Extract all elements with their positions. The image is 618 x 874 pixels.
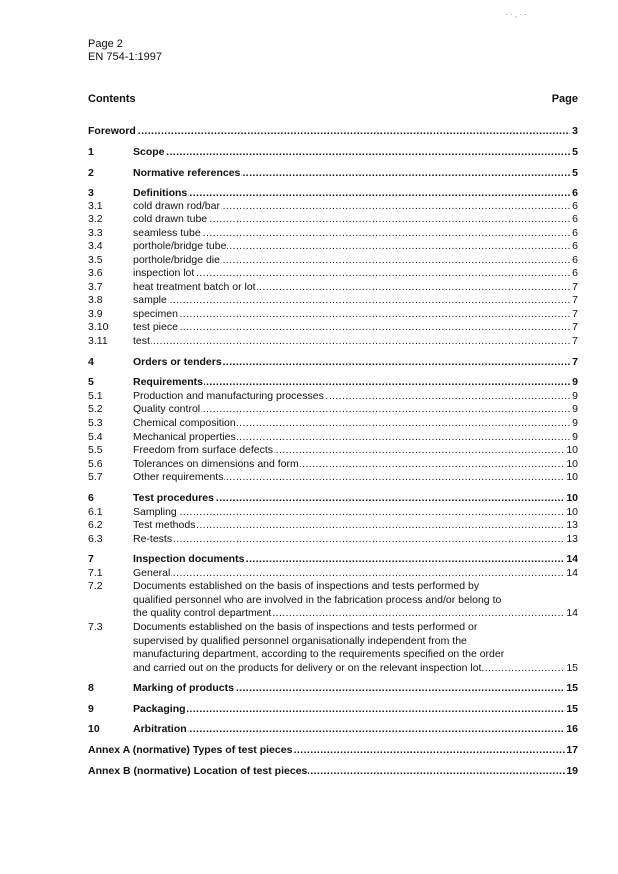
entry-title-leader xyxy=(133,403,570,416)
entry-number: 5.6 xyxy=(88,458,103,470)
entry-page: 10 xyxy=(566,471,578,483)
entry-title: Quality control xyxy=(133,403,201,415)
toc-entry xyxy=(88,417,578,430)
toc-entry xyxy=(88,444,578,457)
entry-number: 3.4 xyxy=(88,240,103,252)
entry-title: Inspection documents xyxy=(133,553,245,565)
entry-number: 3.1 xyxy=(88,200,103,212)
entry-number: 4 xyxy=(88,356,94,368)
entry-title-leader xyxy=(133,294,570,307)
entry-number: 3.5 xyxy=(88,254,103,266)
entry-title: Test methods xyxy=(133,519,196,531)
entry-page: 7 xyxy=(572,356,578,368)
entry-page: 6 xyxy=(572,267,578,279)
entry-page: 9 xyxy=(572,390,578,402)
entry-title-text: and carried out on the products for delivery or on the relevant inspection lot xyxy=(133,661,482,674)
entry-number: 6.3 xyxy=(88,533,103,545)
entry-title: Normative references xyxy=(133,167,241,179)
entry-page: 15 xyxy=(566,703,578,715)
entry-title: Scope xyxy=(133,146,165,158)
entry-title-leader xyxy=(133,281,570,294)
toc-entry xyxy=(88,321,578,334)
entry-title: porthole/bridge die xyxy=(133,254,220,266)
toc-entry xyxy=(88,703,578,716)
entry-page: 16 xyxy=(566,723,578,735)
toc-entry xyxy=(88,458,578,471)
toc-entry xyxy=(88,506,578,519)
entry-page: 14 xyxy=(566,553,578,565)
entry-page: 17 xyxy=(566,744,578,756)
toc-entry xyxy=(88,146,578,159)
entry-page: 6 xyxy=(572,227,578,239)
entry-title: inspection lot xyxy=(133,267,195,279)
entry-page: 9 xyxy=(572,403,578,415)
page-number: Page 2 xyxy=(88,38,123,50)
standard-id: EN 754-1:1997 xyxy=(88,51,162,63)
entry-page: 9 xyxy=(572,417,578,429)
entry-page: 3 xyxy=(572,125,578,137)
entry-title-leader xyxy=(133,254,570,267)
toc-entry xyxy=(88,376,578,389)
entry-title-text: qualified personnel who are involved in the fabrication process and/or belong to xyxy=(133,593,502,606)
entry-title: seamless tube xyxy=(133,227,201,239)
toc-entry-number-only: 7.3 xyxy=(88,621,103,633)
toc-entry xyxy=(88,125,578,138)
entry-title-line xyxy=(133,594,563,607)
entry-title-leader xyxy=(133,471,570,484)
entry-title-leader xyxy=(133,167,570,180)
entry-title-leader xyxy=(133,492,570,505)
entry-page: 5 xyxy=(572,167,578,179)
entry-title: Marking of products xyxy=(133,682,234,694)
entry-title: Packaging xyxy=(133,703,186,715)
entry-title: General xyxy=(133,567,171,579)
entry-title-leader xyxy=(133,444,570,457)
entry-title: Tolerances on dimensions and form xyxy=(133,458,299,470)
entry-title: Production and manufacturing processes xyxy=(133,390,324,402)
entry-number: 8 xyxy=(88,682,94,694)
entry-number: 3.3 xyxy=(88,227,103,239)
entry-title: specimen xyxy=(133,308,178,320)
entry-title: heat treatment batch or lot xyxy=(133,281,256,293)
toc-entry xyxy=(88,390,578,403)
entry-title-leader xyxy=(133,567,570,580)
entry-number: 3.7 xyxy=(88,281,103,293)
entry-title-leader xyxy=(133,703,570,716)
entry-number: 5.5 xyxy=(88,444,103,456)
entry-title: Annex B (normative) Location of test pieces xyxy=(88,765,308,777)
entry-title-line xyxy=(133,662,563,675)
entry-page: 9 xyxy=(572,431,578,443)
entry-title-line xyxy=(133,621,563,634)
entry-title-leader xyxy=(133,506,570,519)
entry-title: Annex A (normative) Types of test pieces xyxy=(88,744,293,756)
entry-title: Mechanical properties xyxy=(133,431,236,443)
toc-entry xyxy=(88,519,578,532)
entry-title-line xyxy=(133,648,563,661)
toc-entry-number-only: 7.2 xyxy=(88,580,103,592)
entry-page: 7 xyxy=(572,308,578,320)
entry-number: 1 xyxy=(88,146,94,158)
entry-title-leader xyxy=(133,335,570,348)
toc-entry xyxy=(88,167,578,180)
entry-page: 7 xyxy=(572,335,578,347)
toc-entry xyxy=(88,744,578,757)
entry-title-leader xyxy=(133,356,570,369)
toc-entry xyxy=(88,267,578,280)
entry-page: 10 xyxy=(566,458,578,470)
entry-page: 19 xyxy=(566,765,578,777)
toc-entry xyxy=(88,308,578,321)
entry-title-leader xyxy=(133,553,570,566)
entry-number: 3.9 xyxy=(88,308,103,320)
entry-page: 13 xyxy=(566,519,578,531)
entry-title: Re-tests xyxy=(133,533,173,545)
entry-page: 6 xyxy=(572,213,578,225)
toc-entry xyxy=(88,567,578,580)
entry-title-leader xyxy=(133,376,570,389)
toc-entry xyxy=(88,294,578,307)
entry-page: 6 xyxy=(572,187,578,199)
entry-title-text: Documents established on the basis of inspections and tests performed by xyxy=(133,580,480,592)
entry-title: cold drawn tube xyxy=(133,213,208,225)
entry-number: 6.1 xyxy=(88,506,103,518)
page-column-label: Page xyxy=(551,93,578,105)
page-header xyxy=(88,38,162,64)
entry-number: 7.1 xyxy=(88,567,103,579)
entry-title: Definitions xyxy=(133,187,188,199)
entry-number: 3.10 xyxy=(88,321,109,333)
entry-title-text: supervised by qualified personnel organisationally independent from the xyxy=(133,634,467,647)
entry-page: 6 xyxy=(572,254,578,266)
entry-title: Chemical composition xyxy=(133,417,236,429)
toc-entry xyxy=(88,723,578,736)
entry-number: 3.11 xyxy=(88,335,108,347)
scan-specks: · · , · · xyxy=(505,10,527,19)
entry-page: 10 xyxy=(566,506,578,518)
toc-entry xyxy=(88,240,578,253)
entry-number: 3.2 xyxy=(88,213,103,225)
entry-title: Sampling xyxy=(133,506,177,518)
entry-title-leader xyxy=(133,682,570,695)
entry-number: 7 xyxy=(88,553,94,565)
entry-title-leader xyxy=(133,431,570,444)
entry-page: 10 xyxy=(566,444,578,456)
entry-title-leader xyxy=(133,723,570,736)
entry-number: 10 xyxy=(88,723,100,735)
entry-number: 9 xyxy=(88,703,94,715)
toc-entry xyxy=(88,403,578,416)
entry-title-text: Documents established on the basis of inspections and tests performed or xyxy=(133,621,478,633)
entry-title: test piece xyxy=(133,321,178,333)
toc-entry xyxy=(88,471,578,484)
entry-page: 9 xyxy=(572,376,578,388)
entry-page: 13 xyxy=(566,533,578,545)
entry-title-text: the quality control department xyxy=(133,607,272,619)
toc-entry xyxy=(88,765,578,778)
entry-title: Test procedures xyxy=(133,492,214,504)
entry-page: 6 xyxy=(572,200,578,212)
entry-number: 5.7 xyxy=(88,471,103,483)
entry-page: 10 xyxy=(566,492,578,504)
toc-entry xyxy=(88,254,578,267)
entry-page: 6 xyxy=(572,240,578,252)
entry-number: 5.2 xyxy=(88,403,103,415)
entry-title: Other requirements xyxy=(133,471,224,483)
entry-number: 5.1 xyxy=(88,390,103,402)
toc-entry xyxy=(88,356,578,369)
entry-title-leader xyxy=(88,744,570,757)
entry-title: Foreword xyxy=(88,125,136,137)
entry-number: 3.6 xyxy=(88,267,103,279)
contents-title: Contents xyxy=(88,93,136,105)
entry-title-leader xyxy=(133,417,570,430)
entry-title-leader xyxy=(133,200,570,213)
entry-number: 3 xyxy=(88,187,94,199)
entry-page: 7 xyxy=(572,281,578,293)
entry-title-leader xyxy=(133,321,570,334)
entry-page: 15 xyxy=(566,682,578,694)
entry-title-leader xyxy=(133,213,570,226)
entry-title-leader xyxy=(133,146,570,159)
entry-number: 5 xyxy=(88,376,94,388)
entry-title-leader xyxy=(88,765,570,778)
entry-title-leader xyxy=(133,308,570,321)
entry-title-text: manufacturing department, according to the requirements specified on the order xyxy=(133,648,505,660)
entry-title: cold drawn rod/bar xyxy=(133,200,220,212)
entry-number: 5.4 xyxy=(88,431,103,443)
entry-number: 5.3 xyxy=(88,417,103,429)
toc-entry xyxy=(88,492,578,505)
entry-page: 14 xyxy=(566,607,578,619)
entry-title-line xyxy=(133,607,563,620)
entry-title: Freedom from surface defects xyxy=(133,444,274,456)
entry-title: Requirements xyxy=(133,376,204,388)
entry-title: Arbitration xyxy=(133,723,187,735)
toc-entry xyxy=(88,187,578,200)
entry-title-line xyxy=(133,635,563,648)
toc-entry xyxy=(88,682,578,695)
toc-entry xyxy=(88,227,578,240)
entry-title: porthole/bridge tube xyxy=(133,240,227,252)
contents-heading xyxy=(88,93,578,105)
entry-title: Orders or tenders xyxy=(133,356,222,368)
entry-title-leader xyxy=(133,267,570,280)
entry-title-leader xyxy=(133,227,570,240)
entry-page: 7 xyxy=(572,321,578,333)
entry-page: 14 xyxy=(566,567,578,579)
entry-page: 5 xyxy=(572,146,578,158)
entry-number: 6.2 xyxy=(88,519,103,531)
entry-title-line xyxy=(133,580,563,593)
entry-title-leader xyxy=(88,125,570,138)
toc-entry xyxy=(88,431,578,444)
toc-entry xyxy=(88,553,578,566)
entry-page: 15 xyxy=(566,661,578,674)
toc-entry xyxy=(88,213,578,226)
entry-title-leader xyxy=(133,533,570,546)
entry-title: sample xyxy=(133,294,167,306)
entry-title-leader xyxy=(133,187,570,200)
toc-entry xyxy=(88,281,578,294)
entry-number: 3.8 xyxy=(88,294,103,306)
entry-number: 2 xyxy=(88,167,94,179)
toc-entry xyxy=(88,533,578,546)
entry-title-leader xyxy=(133,519,570,532)
entry-title-leader xyxy=(133,458,570,471)
toc-entry xyxy=(88,335,578,348)
entry-page: 7 xyxy=(572,294,578,306)
entry-number: 6 xyxy=(88,492,94,504)
entry-title-leader xyxy=(133,390,570,403)
entry-title-leader xyxy=(133,240,570,253)
toc-entry xyxy=(88,200,578,213)
entry-title: test xyxy=(133,335,150,347)
